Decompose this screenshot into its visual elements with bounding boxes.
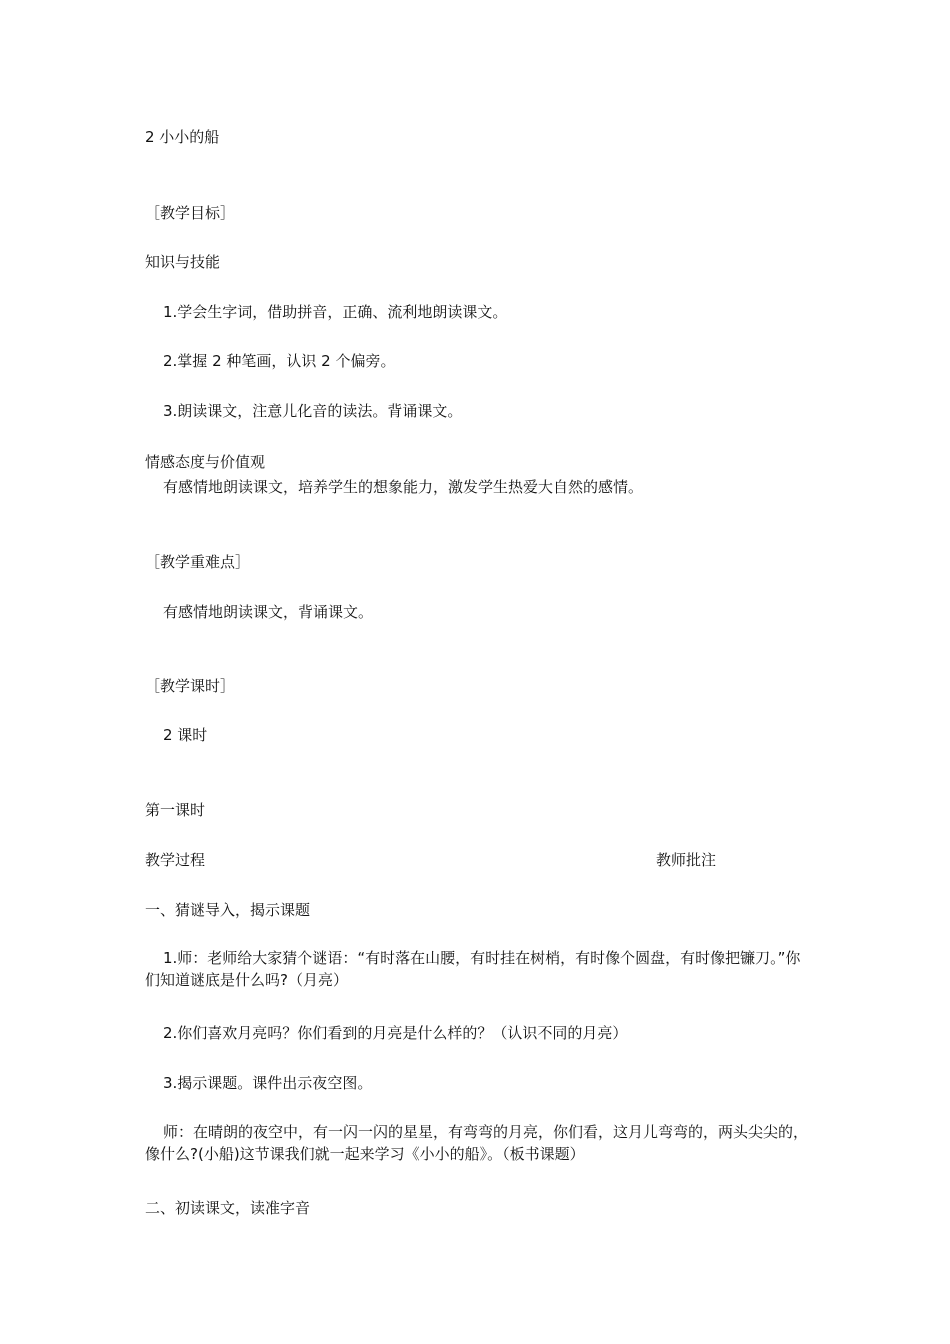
objectives-heading: ［教学目标］: [145, 204, 236, 222]
section1-paragraph-2: 2.你们喜欢月亮吗？你们看到的月亮是什么样的？（认识不同的月亮）: [163, 1024, 628, 1042]
section1-heading: 一、猜谜导入，揭示课题: [145, 901, 311, 919]
lesson1-heading: 第一课时: [145, 801, 206, 819]
class-hours-heading: ［教学课时］: [145, 677, 236, 695]
section1-paragraph-3: 3.揭示课题。课件出示夜空图。: [163, 1074, 373, 1092]
emotion-text: 有感情地朗读课文，培养学生的想象能力，激发学生热爱大自然的感情。: [163, 478, 644, 496]
objective-item-1: 1.学会生字词，借助拼音，正确、流利地朗读课文。: [163, 303, 508, 321]
emotion-heading: 情感态度与价值观: [145, 453, 266, 471]
objective-item-2: 2.掌握 2 种笔画，认识 2 个偏旁。: [163, 352, 396, 370]
class-hours-text: 2 课时: [163, 726, 208, 744]
objective-item-3: 3.朗读课文，注意儿化音的读法。背诵课文。: [163, 402, 463, 420]
process-label: 教学过程: [145, 851, 206, 869]
knowledge-heading: 知识与技能: [145, 253, 221, 271]
key-points-text: 有感情地朗读课文，背诵课文。: [163, 603, 374, 621]
key-points-heading: ［教学重难点］: [145, 553, 251, 571]
lesson-title: 2 小小的船: [145, 128, 220, 146]
section2-heading: 二、初读课文，读准字音: [145, 1199, 311, 1217]
section1-paragraph-1: 1.师：老师给大家猜个谜语：“有时落在山腰，有时挂在树梢，有时像个圆盘，有时像把镰刀。”你们知道谜底是什么吗?（月亮）: [145, 949, 801, 989]
section1-paragraph-4: 师：在晴朗的夜空中，有一闪一闪的星星，有弯弯的月亮，你们看，这月儿弯弯的，两头尖尖的，像什么?(小船)这节课我们就一起来学习《小小的船》。（板书课题）: [145, 1123, 809, 1163]
notes-label: 教师批注: [656, 851, 717, 869]
